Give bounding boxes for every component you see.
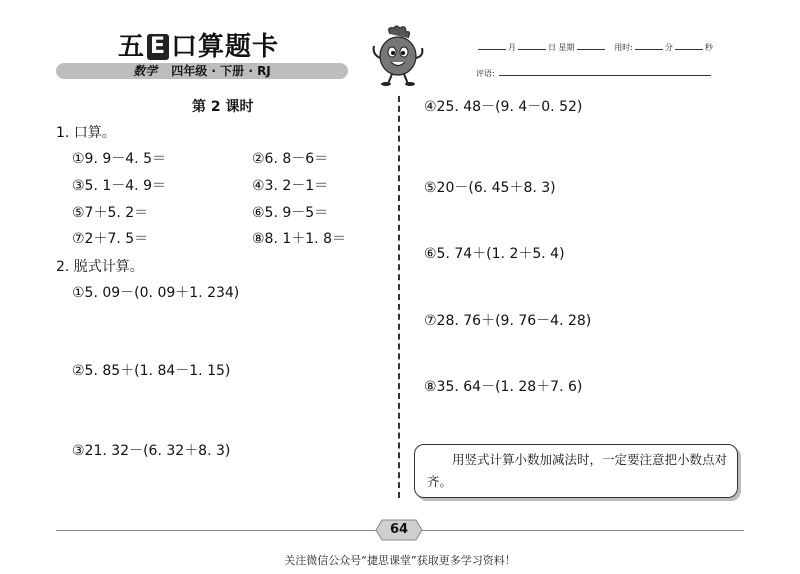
- calc-item-4: ④25. 48－(9. 4－0. 52): [424, 99, 583, 115]
- section2-heading: 2. 脱式计算。: [56, 259, 144, 275]
- minute-blank[interactable]: [635, 49, 663, 50]
- comment-line: 评语:: [476, 68, 711, 79]
- tip-box: [414, 444, 738, 498]
- oral-item-4: ④3. 2－1＝: [252, 178, 329, 194]
- comment-blank[interactable]: [499, 75, 711, 76]
- calc-item-3: ③21. 32－(6. 32＋8. 3): [72, 443, 231, 459]
- subject-bar: [56, 63, 348, 79]
- footer-note: 关注微信公众号“捷思课堂”获取更多学习资料！: [284, 554, 516, 567]
- tip-text: 用竖式计算小数加减法时，一定要注意把小数点对齐。: [427, 452, 728, 489]
- calc-item-7: ⑦28. 76＋(9. 76－4. 28): [424, 313, 592, 329]
- subject-label: 数学: [133, 64, 158, 78]
- card-title: 五 E 口算题卡: [118, 32, 280, 62]
- calc-item-8: ⑧35. 64－(1. 28＋7. 6): [424, 379, 583, 395]
- oral-item-1: ①9. 9－4. 5＝: [72, 151, 166, 167]
- calc-item-6: ⑥5. 74＋(1. 2＋5. 4): [424, 246, 565, 262]
- calc-item-1: ①5. 09－(0. 09＋1. 234): [72, 285, 240, 301]
- date-time-line: 月 日 星期 用时: 分 秒: [476, 42, 713, 53]
- title-e-mark: E: [147, 34, 169, 60]
- oral-item-5: ⑤7＋5. 2＝: [72, 205, 149, 221]
- section1-heading: 1. 口算。: [56, 125, 116, 141]
- lesson-title: 第 2 课时: [192, 99, 254, 115]
- oral-item-7: ⑦2＋7. 5＝: [72, 231, 149, 247]
- oral-item-8: ⑧8. 1＋1. 8＝: [252, 231, 346, 247]
- oral-item-6: ⑥5. 9－5＝: [252, 205, 329, 221]
- calc-item-5: ⑤20－(6. 45＋8. 3): [424, 180, 556, 196]
- column-divider: [398, 96, 400, 498]
- month-blank[interactable]: [478, 49, 506, 50]
- oral-item-3: ③5. 1－4. 9＝: [72, 178, 166, 194]
- mascot-illustration: [368, 24, 428, 86]
- day-blank[interactable]: [518, 49, 546, 50]
- grade-info: 四年级 · 下册 · RJ: [171, 64, 271, 78]
- page-number: 64: [389, 522, 409, 537]
- oral-item-2: ②6. 8－6＝: [252, 151, 329, 167]
- calc-item-2: ②5. 85＋(1. 84－1. 15): [72, 363, 231, 379]
- weekday-blank[interactable]: [577, 49, 605, 50]
- second-blank[interactable]: [675, 49, 703, 50]
